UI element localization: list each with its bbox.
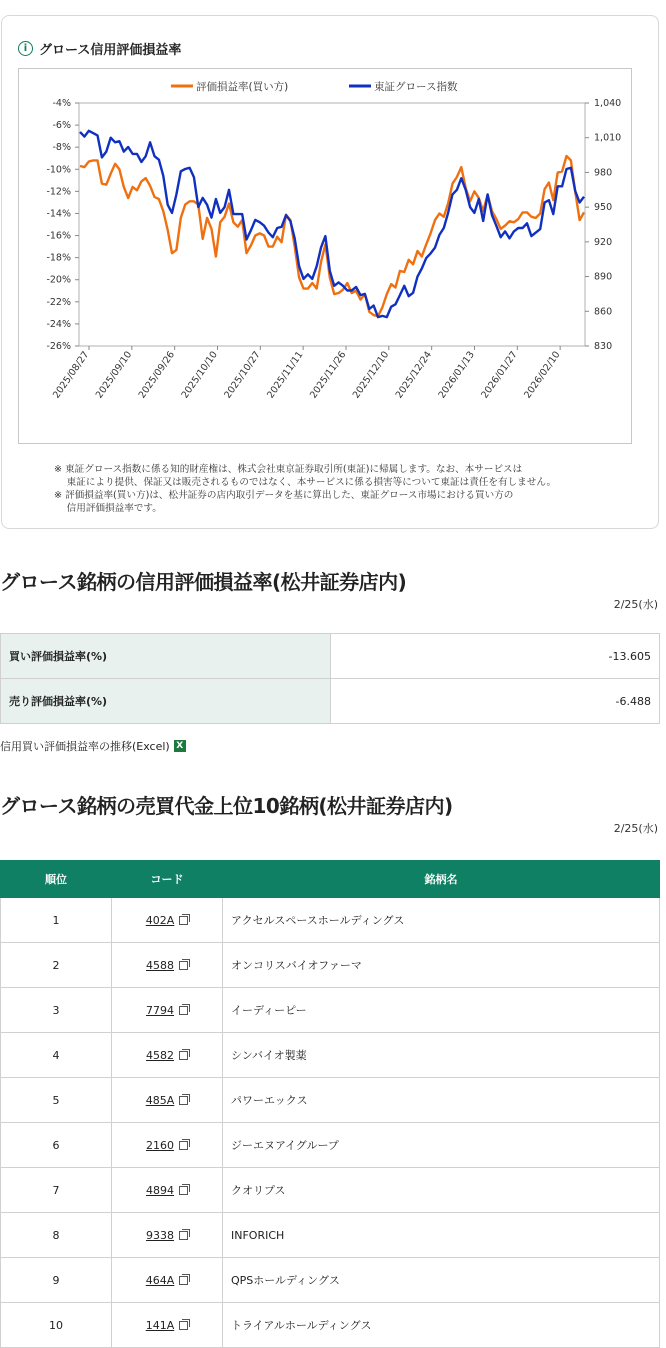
rank-cell: 6 xyxy=(1,1123,112,1168)
ranking-body xyxy=(1,898,660,1348)
rank-cell: 8 xyxy=(1,1213,112,1258)
y-left-tick-label: -24% xyxy=(46,318,71,330)
table-row xyxy=(1,1033,660,1078)
buy-rate-value: -13.605 xyxy=(331,634,660,679)
y-right-tick-label: 1,010 xyxy=(594,132,622,144)
x-tick-label: 2025/08/27 xyxy=(51,349,92,401)
stock-code-link[interactable]: 485A xyxy=(145,1093,175,1107)
y-left-tick-label: -26% xyxy=(46,341,71,352)
y-left-tick-label: -12% xyxy=(46,186,71,198)
code-cell xyxy=(112,1033,223,1078)
stock-code-link[interactable]: 464A xyxy=(145,1273,175,1287)
code-cell xyxy=(112,1258,223,1303)
rank-cell: 10 xyxy=(1,1303,112,1348)
copy-icon[interactable] xyxy=(179,916,188,925)
rank-cell: 1 xyxy=(1,898,112,943)
table-row xyxy=(1,1168,660,1213)
copy-icon[interactable] xyxy=(179,1051,188,1060)
x-tick-label: 2025/11/26 xyxy=(308,349,349,401)
legend-label: 東証グロース指数 xyxy=(374,81,458,93)
chart-card xyxy=(1,15,659,529)
stock-code-link[interactable]: 4582 xyxy=(146,1048,174,1062)
rate-section-title: グロース銘柄の信用評価損益率(松井証券店内) xyxy=(0,570,407,594)
rank-section-title: グロース銘柄の売買代金上位10銘柄(松井証券店内) xyxy=(0,794,453,818)
note-line: ※ 東証グロース指数に係る知的財産権は、株式会社東京証券取引所(東証)に帰属します。なお、本サービスは xyxy=(54,464,523,475)
y-left-tick-label: -22% xyxy=(46,296,71,308)
y-right-tick-label: 1,040 xyxy=(594,98,622,109)
note-line: 東証により提供、保証又は販売されるものではなく、本サービスに係る損害等について東証は責任を有しません。 xyxy=(54,477,557,488)
y-left-tick-label: -4% xyxy=(52,98,71,109)
y-right-tick-label: 980 xyxy=(594,167,613,179)
rank-cell: 2 xyxy=(1,943,112,988)
code-cell xyxy=(112,898,223,943)
chart-card-title-text: グロース信用評価損益率 xyxy=(39,43,182,58)
table-row xyxy=(1,988,660,1033)
x-tick-label: 2025/10/27 xyxy=(222,349,263,401)
code-cell xyxy=(112,1213,223,1258)
stock-name-cell: オンコリスバイオファーマ xyxy=(223,943,660,988)
copy-icon[interactable] xyxy=(179,1096,188,1105)
excel-link-text[interactable]: 信用買い評価損益率の推移(Excel) xyxy=(0,740,170,753)
table-row xyxy=(1,943,660,988)
chart-notes xyxy=(54,463,556,515)
x-tick-label: 2025/10/10 xyxy=(179,349,220,401)
excel-download-link[interactable] xyxy=(0,738,186,754)
code-cell xyxy=(112,1168,223,1213)
x-tick-label: 2026/01/27 xyxy=(479,349,520,401)
copy-icon[interactable] xyxy=(179,1231,188,1240)
stock-code-link[interactable]: 4894 xyxy=(146,1183,174,1197)
code-cell xyxy=(112,943,223,988)
table-row xyxy=(1,679,660,724)
y-left-tick-label: -14% xyxy=(46,208,71,220)
stock-name-cell: クオリプス xyxy=(223,1168,660,1213)
stock-name-cell: アクセルスペースホールディングス xyxy=(223,898,660,943)
x-tick-label: 2025/11/11 xyxy=(265,349,306,401)
rate-section-date: 2/25(水) xyxy=(613,598,658,611)
legend-label: 評価損益率(買い方) xyxy=(196,81,289,93)
y-right-tick-label: 920 xyxy=(594,236,613,248)
copy-icon[interactable] xyxy=(179,961,188,970)
table-row xyxy=(1,1078,660,1123)
copy-icon[interactable] xyxy=(179,1141,188,1150)
y-left-tick-label: -16% xyxy=(46,230,71,242)
y-right-tick-label: 950 xyxy=(594,202,613,214)
stock-name-cell: パワーエックス xyxy=(223,1078,660,1123)
stock-name-cell: イーディーピー xyxy=(223,988,660,1033)
note-line: ※ 評価損益率(買い方)は、松井証券の店内取引データを基に算出した、東証グロース市場における買い方の xyxy=(54,490,514,501)
rank-cell: 3 xyxy=(1,988,112,1033)
copy-icon[interactable] xyxy=(179,1006,188,1015)
stock-code-link[interactable]: 141A xyxy=(145,1318,175,1332)
table-header-row xyxy=(1,861,660,898)
y-right-tick-label: 860 xyxy=(594,306,613,318)
header-name: 銘柄名 xyxy=(223,861,660,898)
sell-rate-label: 売り評価損益率(%) xyxy=(1,679,331,724)
y-right-tick-label: 830 xyxy=(594,341,613,352)
stock-code-link[interactable]: 4588 xyxy=(146,958,174,972)
x-tick-label: 2026/02/10 xyxy=(522,349,563,401)
x-tick-label: 2025/09/10 xyxy=(93,349,135,401)
stock-code-link[interactable]: 2160 xyxy=(146,1138,174,1152)
table-row xyxy=(1,1123,660,1168)
header-code: コード xyxy=(112,861,223,898)
table-row xyxy=(1,1303,660,1348)
rank-cell: 5 xyxy=(1,1078,112,1123)
code-cell xyxy=(112,988,223,1033)
stock-name-cell: INFORICH xyxy=(223,1213,660,1258)
y-left-tick-label: -20% xyxy=(46,274,71,286)
y-left-tick-label: -18% xyxy=(46,252,71,264)
x-tick-label: 2026/01/13 xyxy=(436,349,477,401)
x-tick-label: 2025/12/10 xyxy=(350,349,392,401)
y-left-tick-label: -6% xyxy=(52,120,71,132)
copy-icon[interactable] xyxy=(179,1321,188,1330)
table-row xyxy=(1,898,660,943)
stock-name-cell: ジーエヌアイグループ xyxy=(223,1123,660,1168)
excel-icon[interactable]: X xyxy=(174,740,186,752)
x-tick-label: 2025/12/24 xyxy=(393,349,435,401)
code-cell xyxy=(112,1123,223,1168)
rank-cell: 4 xyxy=(1,1033,112,1078)
stock-code-link[interactable]: 9338 xyxy=(146,1228,174,1242)
y-left-tick-label: -10% xyxy=(46,164,71,176)
chart-frame xyxy=(18,68,632,444)
stock-code-link[interactable]: 7794 xyxy=(146,1003,174,1017)
chart-card-title xyxy=(18,39,181,58)
copy-icon[interactable] xyxy=(179,1276,188,1285)
stock-name-cell: トライアルホールディングス xyxy=(223,1303,660,1348)
code-cell xyxy=(112,1078,223,1123)
table-row xyxy=(1,634,660,679)
rank-cell: 7 xyxy=(1,1168,112,1213)
ranking-table xyxy=(0,860,660,1348)
rank-section-date: 2/25(水) xyxy=(613,822,658,835)
note-line: 信用評価損益率です。 xyxy=(54,503,162,514)
rate-table xyxy=(0,633,660,724)
buy-rate-label: 買い評価損益率(%) xyxy=(1,634,331,679)
info-icon[interactable]: i xyxy=(18,41,33,56)
code-cell xyxy=(112,1303,223,1348)
x-tick-label: 2025/09/26 xyxy=(136,349,178,401)
y-left-tick-label: -8% xyxy=(52,142,71,154)
y-right-tick-label: 890 xyxy=(594,271,613,283)
rank-cell: 9 xyxy=(1,1258,112,1303)
stock-code-link[interactable]: 402A xyxy=(145,913,175,927)
stock-name-cell: シンバイオ製薬 xyxy=(223,1033,660,1078)
table-row xyxy=(1,1213,660,1258)
chart-svg xyxy=(19,69,631,443)
table-row xyxy=(1,1258,660,1303)
copy-icon[interactable] xyxy=(179,1186,188,1195)
plot-area xyxy=(79,103,585,346)
sell-rate-value: -6.488 xyxy=(331,679,660,724)
stock-name-cell: QPSホールディングス xyxy=(223,1258,660,1303)
header-rank: 順位 xyxy=(1,861,112,898)
